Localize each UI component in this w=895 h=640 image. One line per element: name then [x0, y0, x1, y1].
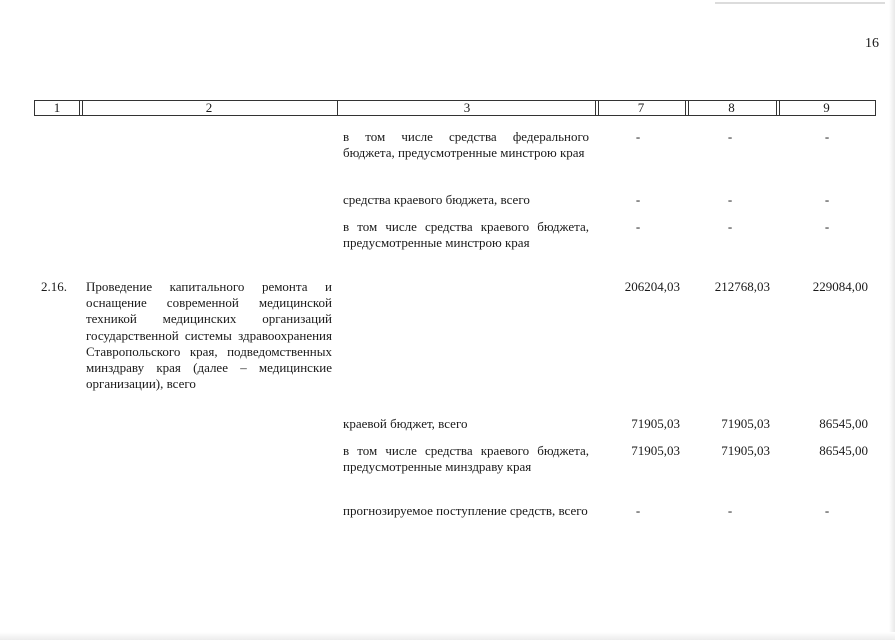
header-col-2: 2 [79, 101, 338, 115]
row-value-col8: - [727, 129, 733, 144]
row-value-col7: - [635, 219, 641, 234]
row-value-col8: 71905,03 [721, 416, 770, 431]
header-col-3: 3 [337, 101, 596, 115]
table-header [34, 100, 876, 116]
row-value-col9: 86545,00 [819, 416, 868, 431]
row-value-col7: 206204,03 [624, 279, 680, 294]
row-desc: краевой бюджет, всего [343, 416, 468, 431]
row-value-col9: - [824, 129, 830, 144]
row-value-col8: 71905,03 [721, 443, 770, 458]
scan-artifact-bottom [0, 632, 895, 640]
row-desc: в том числе средства краевого бюджета, предусмотренные минздраву края [343, 443, 589, 475]
header-col-9: 9 [776, 101, 876, 115]
row-value-col9: - [824, 219, 830, 234]
row-desc: в том числе средства федерального бюджета, предусмотренные минстрою края [343, 129, 589, 161]
header-col-7: 7 [595, 101, 686, 115]
row-value-col7: - [635, 503, 641, 518]
row-value-col7: 71905,03 [631, 416, 680, 431]
row-desc: в том числе средства краевого бюджета, предусмотренные минстрою края [343, 219, 589, 251]
row-value-col7: 71905,03 [631, 443, 680, 458]
page-number: 16 [865, 36, 879, 51]
row-value-col7: - [635, 192, 641, 207]
row-value-col7: - [635, 129, 641, 144]
scan-artifact-top [715, 2, 885, 4]
row-number: 2.16. [41, 279, 67, 294]
row-value-col8: - [727, 503, 733, 518]
row-desc: прогнозируемое поступление средств, всего [343, 503, 588, 518]
scan-artifact-right [889, 0, 895, 640]
header-col-8: 8 [685, 101, 777, 115]
row-desc: средства краевого бюджета, всего [343, 192, 530, 207]
row-value-col8: 212768,03 [714, 279, 770, 294]
header-col-1: 1 [53, 100, 61, 115]
row-value-col9: - [824, 503, 830, 518]
row-value-col9: 229084,00 [812, 279, 868, 294]
row-value-col9: - [824, 192, 830, 207]
row-value-col8: - [727, 192, 733, 207]
row-value-col9: 86545,00 [819, 443, 868, 458]
row-value-col8: - [727, 219, 733, 234]
row-name: Проведение капитального ремонта и оснащение современной медицинской техникой медицинских организаций государственной системы здравоохранения Ставропольского края, подведомственных минздраву края (далее – медицинские организации), всего [86, 279, 332, 392]
